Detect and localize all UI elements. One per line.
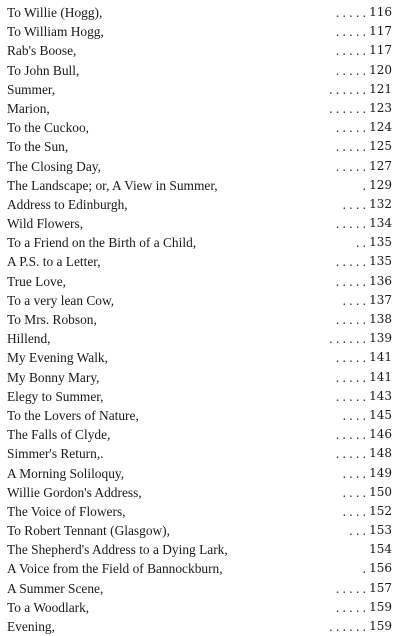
entry-page-number: 129 [369, 177, 392, 192]
list-item [7, 579, 392, 598]
entry-title: Evening, [7, 619, 55, 634]
list-item [7, 521, 392, 540]
dot-leaders: . . . . . [335, 599, 366, 615]
dot-leaders: . . . . . [335, 312, 366, 327]
entry-page-number: 148 [369, 446, 392, 461]
entry-page-number: 117 [369, 43, 392, 58]
entry-page-number: 143 [369, 388, 392, 403]
list-item [7, 425, 392, 444]
dot-leaders: . . . . . . [329, 619, 366, 634]
list-item [7, 214, 392, 233]
dot-leaders: . . . . . [335, 446, 366, 462]
entry-page-number: 157 [369, 580, 392, 595]
list-item [7, 387, 392, 406]
list-item [7, 233, 392, 252]
dot-leaders: . . . . . [335, 216, 366, 232]
list-item [7, 61, 392, 80]
entry-page-number: 125 [369, 139, 392, 154]
entry-title: My Bonny Mary, [7, 369, 100, 385]
entry-page-number: 150 [369, 484, 392, 499]
list-item [7, 176, 392, 195]
list-item [7, 157, 392, 176]
entry-page-number: 137 [369, 292, 392, 307]
dot-leaders: . . . . . . [329, 100, 366, 116]
entry-title: Marion, [7, 100, 50, 116]
entry-page-number: 123 [369, 100, 392, 115]
dot-leaders: . . . . [342, 503, 366, 519]
entry-title: The Falls of Clyde, [7, 427, 111, 443]
entry-page-number: 121 [369, 81, 392, 96]
entry-title: Wild Flowers, [7, 216, 84, 232]
entry-title: Rab's Boose, [7, 43, 77, 59]
entry-title: To John Bull, [7, 62, 80, 78]
entry-title: Hillend, [7, 331, 51, 347]
dot-leaders: . . . . . [335, 24, 366, 40]
dot-leaders: . [362, 177, 366, 193]
list-item [7, 41, 392, 60]
list-item [7, 291, 392, 310]
entry-page-number: 159 [369, 619, 392, 633]
entry-title: My Evening Walk, [7, 350, 108, 366]
list-item [7, 502, 392, 521]
entry-title: To Mrs. Robson, [7, 312, 97, 327]
entry-title: To a very lean Cow, [7, 292, 115, 308]
entry-page-number: 117 [369, 24, 392, 39]
entry-title: Summer, [7, 81, 56, 97]
list-item [7, 329, 392, 348]
dot-leaders: . . . . . . [329, 331, 366, 347]
list-item [7, 617, 392, 636]
entry-title: To Robert Tennant (Glasgow), [7, 523, 170, 539]
entry-page-number: 159 [369, 599, 392, 614]
dot-leaders: . . . . [342, 484, 366, 500]
entry-page-number: 116 [369, 5, 392, 19]
dot-leaders: . . . . . [335, 350, 366, 366]
dot-leaders: . . . . . [335, 388, 366, 404]
dot-leaders: . . . . . [335, 369, 366, 385]
list-item [7, 444, 392, 463]
dot-leaders: . . . . . [335, 580, 366, 596]
entry-page-number: 120 [369, 62, 392, 77]
dot-leaders: . . . . . [335, 427, 366, 443]
entry-title: To William Hogg, [7, 24, 104, 40]
list-item [7, 3, 392, 22]
entry-title: Simmer's Return,. [7, 446, 104, 462]
list-item [7, 22, 392, 41]
dot-leaders: . . . . [342, 465, 366, 481]
list-item [7, 99, 392, 118]
list-item [7, 598, 392, 617]
dot-leaders: . . . . [342, 292, 366, 308]
entry-page-number: 124 [369, 120, 392, 135]
dot-leaders: . . . . . [335, 43, 366, 59]
entry-page-number: 141 [369, 369, 392, 384]
entry-page-number: 153 [369, 523, 392, 538]
entry-page-number: 145 [369, 407, 392, 422]
list-item [7, 272, 392, 291]
contents-list [7, 3, 392, 636]
dot-leaders: . . . . . [335, 5, 366, 20]
entry-title: Address to Edinburgh, [7, 196, 128, 212]
dot-leaders: . . . . . . [329, 81, 366, 97]
entry-title: To Willie (Hogg), [7, 5, 103, 20]
dot-leaders: . . . . . [335, 62, 366, 78]
dot-leaders: . . . . . [335, 254, 366, 270]
entry-page-number: 139 [369, 331, 392, 346]
entry-title: The Voice of Flowers, [7, 503, 126, 519]
list-item [7, 348, 392, 367]
entry-title: The Shepherd's Address to a Dying Lark, [7, 542, 228, 558]
dot-leaders: . . . . [342, 407, 366, 423]
dot-leaders: . . . . . [335, 139, 366, 155]
entry-page-number: 134 [369, 216, 392, 231]
entry-page-number: 135 [369, 254, 392, 269]
entry-page-number: 154 [369, 542, 392, 557]
entry-title: True Love, [7, 273, 67, 289]
dot-leaders: . . . . . [335, 158, 366, 174]
entry-title: A Morning Soliloquy, [7, 465, 125, 481]
list-item [7, 406, 392, 425]
entry-page-number: 149 [369, 465, 392, 480]
entry-title: A P.S. to a Letter, [7, 254, 101, 270]
list-item [7, 483, 392, 502]
list-item [7, 118, 392, 137]
entry-page-number: 138 [369, 312, 392, 326]
list-item [7, 464, 392, 483]
list-item [7, 137, 392, 156]
list-item [7, 80, 392, 99]
dot-leaders: . . . . [342, 196, 366, 212]
entry-page-number: 136 [369, 273, 392, 288]
list-item [7, 195, 392, 214]
entry-title: A Summer Scene, [7, 580, 104, 596]
entry-page-number: 132 [369, 196, 392, 211]
list-item [7, 310, 392, 329]
entry-page-number: 135 [369, 235, 392, 250]
entry-page-number: 156 [369, 561, 392, 576]
entry-page-number: 141 [369, 350, 392, 365]
entry-title: A Voice from the Field of Bannockburn, [7, 561, 223, 577]
dot-leaders: . . . [349, 523, 366, 539]
list-item [7, 252, 392, 271]
entry-title: The Closing Day, [7, 158, 101, 174]
entry-title: The Landscape; or, A View in Summer, [7, 177, 218, 193]
entry-title: To a Friend on the Birth of a Child, [7, 235, 197, 251]
list-item [7, 559, 392, 578]
dot-leaders: . . [355, 235, 366, 251]
dot-leaders: . . . . . [335, 120, 366, 136]
list-item [7, 368, 392, 387]
entry-title: To the Lovers of Nature, [7, 407, 139, 423]
entry-title: Elegy to Summer, [7, 388, 104, 404]
entry-title: To a Woodlark, [7, 599, 90, 615]
entry-page-number: 127 [369, 158, 392, 173]
dot-leaders: . [362, 561, 366, 577]
entry-page-number: 152 [369, 503, 392, 518]
dot-leaders: . . . . . [335, 273, 366, 289]
entry-title: To the Cuckoo, [7, 120, 89, 136]
entry-title: To the Sun, [7, 139, 69, 155]
entry-page-number: 146 [369, 427, 392, 442]
list-item [7, 540, 392, 559]
entry-title: Willie Gordon's Address, [7, 484, 142, 500]
